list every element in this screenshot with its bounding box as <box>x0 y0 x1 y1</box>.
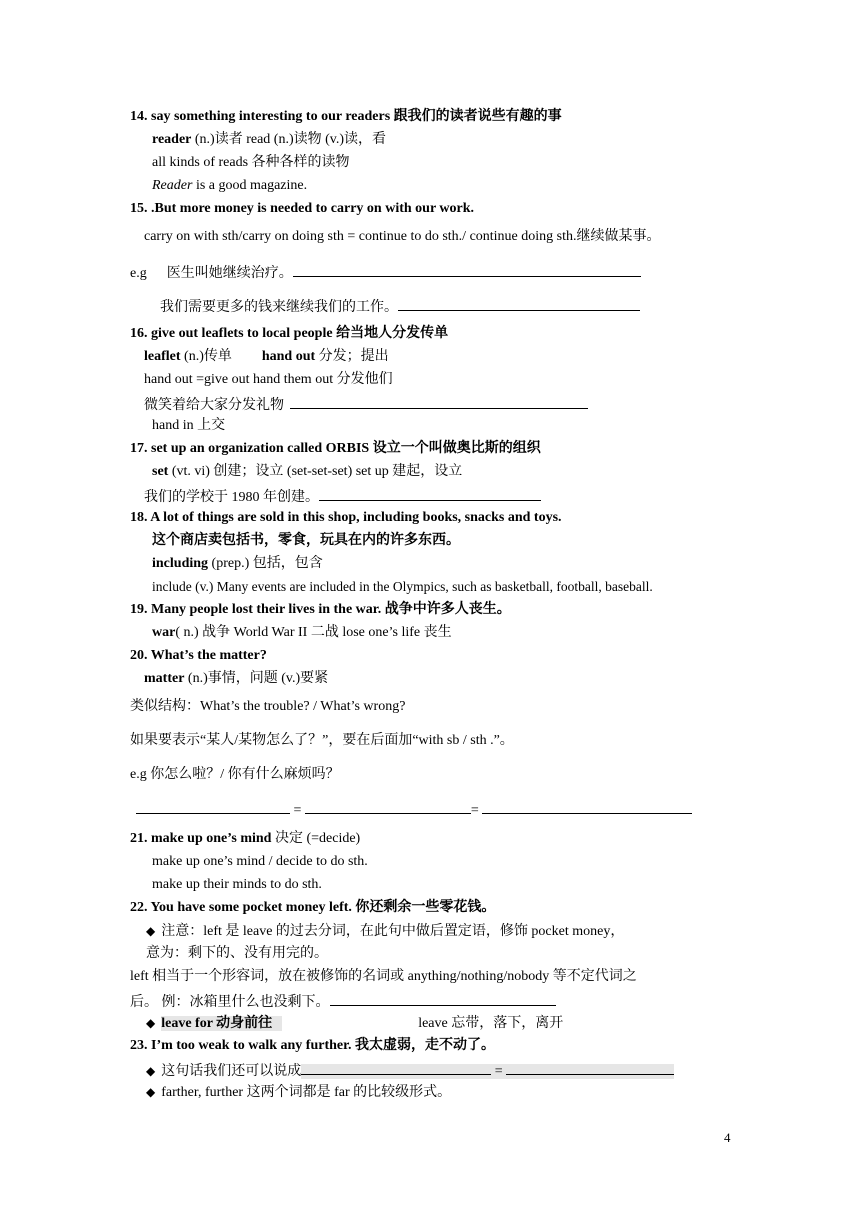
item-14-line3: Reader is a good magazine. <box>152 178 308 193</box>
item-17-line2: 我们的学校于 1980 年创建。 <box>144 486 541 507</box>
item-14-heading: 14. say something interesting to our readers 跟我们的读者说些有趣的事 <box>130 109 562 124</box>
item-22-leave: ◆ leave for 动身前往 leave 忘带，落下，离开 <box>146 1016 564 1031</box>
item-22-heading: 22. You have some pocket money left. 你还剩余一些零花钱。 <box>130 900 496 915</box>
item-16-vocab: leaflet (n.)传单 hand out 分发；提出 <box>144 349 389 364</box>
item-18-vocab: including (prep.) 包括，包含 <box>152 556 323 571</box>
item-18-line2: include (v.) Many events are included in the Olympics, such as basketball, football, baseball. <box>152 579 653 594</box>
item-21-line3: make up their minds to do sth. <box>152 877 322 892</box>
item-16-line4: hand in 上交 <box>152 418 226 433</box>
item-17-heading: 17. set up an organization called ORBIS 设立一个叫做奥比斯的组织 <box>130 441 541 456</box>
item-22-note4: 后。 例：冰箱里什么也没剩下。 <box>130 991 556 1012</box>
diamond-bullet-icon: ◆ <box>146 1016 156 1030</box>
item-16-line2: hand out =give out hand them out 分发他们 <box>144 372 393 387</box>
diamond-bullet-icon: ◆ <box>146 1085 156 1099</box>
answer-blank[interactable] <box>305 799 471 814</box>
item-22-note2: 意为：剩下的、没有用完的。 <box>146 946 328 961</box>
item-16-line3: 微笑着给大家分发礼物 <box>144 394 588 415</box>
answer-blank[interactable] <box>330 991 556 1006</box>
item-15-heading: 15. .But more money is needed to carry on with our work. <box>130 201 475 216</box>
answer-blank[interactable] <box>398 296 640 311</box>
item-20-line2: 类似结构：What’s the trouble? / What’s wrong? <box>130 699 406 714</box>
answer-blank[interactable] <box>136 799 290 814</box>
item-15-eg2: 我们需要更多的钱来继续我们的工作。 <box>160 296 640 317</box>
item-15-explain: carry on with sth/carry on doing sth = continue to do sth./ continue doing sth.继续做某事。 <box>144 229 661 244</box>
diamond-bullet-icon: ◆ <box>146 924 156 938</box>
item-19-heading: 19. Many people lost their lives in the war. 战争中许多人丧生。 <box>130 602 511 617</box>
item-18-heading: 18. A lot of things are sold in this shop, including books, snacks and toys. <box>130 510 562 525</box>
item-23-bullet1: ◆ 这句话我们还可以说成 = <box>146 1060 674 1081</box>
diamond-bullet-icon: ◆ <box>146 1064 156 1078</box>
item-14-line2: all kinds of reads 各种各样的读物 <box>152 155 350 170</box>
item-16-heading: 16. give out leaflets to local people 给当地人分发传单 <box>130 326 449 341</box>
answer-blank[interactable] <box>290 394 588 409</box>
answer-blank[interactable] <box>319 486 541 501</box>
item-20-line4: e.g 你怎么啦？/ 你有什么麻烦吗？ <box>130 767 340 782</box>
item-20-heading: 20. What’s the matter? <box>130 648 267 663</box>
item-20-answer-row: = = <box>136 799 692 820</box>
item-21-heading: 21. make up one’s mind 决定 (=decide) <box>130 831 361 846</box>
page-number: 4 <box>724 1130 731 1145</box>
item-20-line3: 如果要表示“某人/某物怎么了？”，要在后面加“with sb / sth .”。 <box>130 733 514 748</box>
answer-blank[interactable] <box>301 1060 491 1075</box>
answer-blank[interactable] <box>506 1060 674 1075</box>
item-23-heading: 23. I’m too weak to walk any further. 我太虚弱，走不动了。 <box>130 1038 496 1053</box>
item-21-line2: make up one’s mind / decide to do sth. <box>152 854 368 869</box>
item-15-eg1: e.g 医生叫她继续治疗。 <box>130 262 641 283</box>
item-23-bullet2: ◆ farther, further 这两个词都是 far 的比较级形式。 <box>146 1085 452 1100</box>
item-18-heading2: 这个商店卖包括书，零食，玩具在内的许多东西。 <box>152 533 460 548</box>
item-20-vocab: matter (n.)事情，问题 (v.)要紧 <box>144 671 329 686</box>
item-17-vocab: set (vt. vi) 创建；设立 (set-set-set) set up 建起，设立 <box>152 464 463 479</box>
item-19-vocab: war( n.) 战争 World War II 二战 lose one’s life 丧生 <box>152 625 452 640</box>
answer-blank[interactable] <box>482 799 692 814</box>
answer-blank[interactable] <box>293 262 641 277</box>
item-22-note3: left 相当于一个形容词，放在被修饰的名词或 anything/nothing/nobody 等不定代词之 <box>130 969 637 984</box>
item-22-note1: ◆ 注意：left 是 leave 的过去分词，在此句中做后置定语，修饰 pocket money， <box>146 924 625 939</box>
item-14-vocab: reader (n.)读者 read (n.)读物 (v.)读，看 <box>152 132 387 147</box>
